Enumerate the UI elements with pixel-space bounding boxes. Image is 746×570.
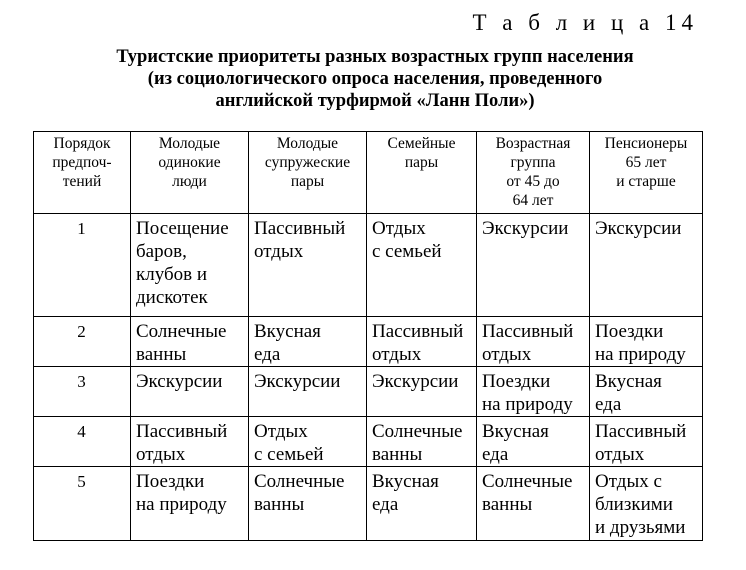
cell-line: Вкусная [372, 471, 439, 492]
header-line: предпоч- [52, 154, 112, 171]
table-heading [80, 46, 670, 112]
table-number: Т а б л и ц а 14 [472, 10, 698, 35]
table-cell [590, 417, 703, 467]
table-cell [249, 214, 367, 317]
cell-line: ванны [372, 444, 423, 465]
heading-line-3: английской турфирмой «Ланн Поли») [215, 91, 535, 111]
cell-line: еда [254, 344, 281, 365]
rank-cell: 5 [34, 467, 131, 541]
cell-line: Солнечные [254, 471, 345, 492]
header-line: Порядок [53, 135, 111, 152]
header-row [34, 132, 703, 214]
cell-line: Отдых [254, 421, 308, 442]
cell-line: Экскурсии [136, 371, 223, 392]
rank-cell: 3 [34, 367, 131, 417]
cell-line: и друзьями [595, 517, 686, 538]
header-line: Молодые [158, 135, 221, 152]
cell-line: Пассивный [372, 321, 464, 342]
table-cell [590, 367, 703, 417]
column-header-family-couples [367, 132, 477, 214]
cell-line: Солнечные [482, 471, 573, 492]
table-cell [590, 214, 703, 317]
cell-line: на природу [136, 494, 227, 515]
table-cell [477, 367, 590, 417]
cell-line: на природу [595, 344, 686, 365]
cell-line: Отдых [372, 218, 426, 239]
cell-line: еда [372, 494, 399, 515]
table-cell [477, 317, 590, 367]
header-line: одинокие [158, 154, 221, 171]
heading-line-1: Туристские приоритеты разных возрастных групп населения [116, 47, 634, 67]
cell-line: Отдых с [595, 471, 662, 492]
table-row [34, 467, 703, 541]
table-cell [131, 367, 249, 417]
column-header-rank [34, 132, 131, 214]
table-cell [249, 317, 367, 367]
cell-line: Вкусная [254, 321, 321, 342]
table-cell [590, 467, 703, 541]
cell-line: отдых [482, 344, 532, 365]
cell-line: Поездки [482, 371, 551, 392]
cell-line: еда [595, 394, 622, 415]
cell-line: ванны [482, 494, 533, 515]
header-line: и старше [616, 173, 676, 190]
table-cell [477, 467, 590, 541]
table-cell [367, 467, 477, 541]
header-line: Пенсионеры [604, 135, 688, 152]
table-cell [367, 317, 477, 367]
cell-line: Вкусная [482, 421, 549, 442]
cell-line: Солнечные [372, 421, 463, 442]
header-line: группа [510, 154, 556, 171]
cell-line: баров, [136, 241, 187, 262]
cell-line: Экскурсии [372, 371, 459, 392]
priorities-table [33, 131, 703, 541]
cell-line: Поездки [136, 471, 205, 492]
table-cell [477, 417, 590, 467]
cell-line: Вкусная [595, 371, 662, 392]
column-header-age-45-64 [477, 132, 590, 214]
table-cell [249, 467, 367, 541]
cell-line: отдых [136, 444, 186, 465]
cell-line: ванны [136, 344, 187, 365]
cell-line: близкими [595, 494, 673, 515]
header-line: люди [172, 173, 207, 190]
table-row [34, 417, 703, 467]
table-cell [477, 214, 590, 317]
table-cell [367, 417, 477, 467]
table-row [34, 367, 703, 417]
header-line: от 45 до [506, 173, 560, 190]
cell-line: с семьей [372, 241, 442, 262]
cell-line: Экскурсии [595, 218, 682, 239]
cell-line: Посещение [136, 218, 229, 239]
table-cell [367, 367, 477, 417]
table-cell [249, 417, 367, 467]
column-header-pensioners [590, 132, 703, 214]
cell-line: дискотек [136, 287, 208, 308]
cell-line: еда [482, 444, 509, 465]
table-cell [249, 367, 367, 417]
table-cell [131, 417, 249, 467]
cell-line: ванны [254, 494, 305, 515]
cell-line: Поездки [595, 321, 664, 342]
column-header-young-couples [249, 132, 367, 214]
cell-line: Экскурсии [254, 371, 341, 392]
cell-line: отдых [254, 241, 304, 262]
header-line: Семейные [387, 135, 456, 152]
heading-line-2: (из социологического опроса населения, проведенного [147, 69, 603, 89]
header-line: пары [404, 154, 439, 171]
cell-line: Пассивный [136, 421, 228, 442]
cell-line: Пассивный [254, 218, 346, 239]
header-line: 64 лет [512, 192, 554, 209]
cell-line: Пассивный [595, 421, 687, 442]
table-cell [131, 214, 249, 317]
table-row [34, 214, 703, 317]
table-row [34, 317, 703, 367]
cell-line: отдых [595, 444, 645, 465]
table-cell [131, 467, 249, 541]
cell-line: на природу [482, 394, 573, 415]
header-line: Молодые [276, 135, 339, 152]
rank-cell: 4 [34, 417, 131, 467]
header-line: тений [62, 173, 102, 190]
table-cell [590, 317, 703, 367]
header-line: 65 лет [625, 154, 667, 171]
column-header-young-single [131, 132, 249, 214]
header-line: Возрастная [495, 135, 571, 152]
table-cell [131, 317, 249, 367]
cell-line: клубов и [136, 264, 208, 285]
header-line: пары [290, 173, 325, 190]
rank-cell: 1 [34, 214, 131, 317]
cell-line: отдых [372, 344, 422, 365]
cell-line: Экскурсии [482, 218, 569, 239]
header-line: супружеские [264, 154, 351, 171]
cell-line: с семьей [254, 444, 324, 465]
cell-line: Солнечные [136, 321, 227, 342]
rank-cell: 2 [34, 317, 131, 367]
table-cell [367, 214, 477, 317]
cell-line: Пассивный [482, 321, 574, 342]
